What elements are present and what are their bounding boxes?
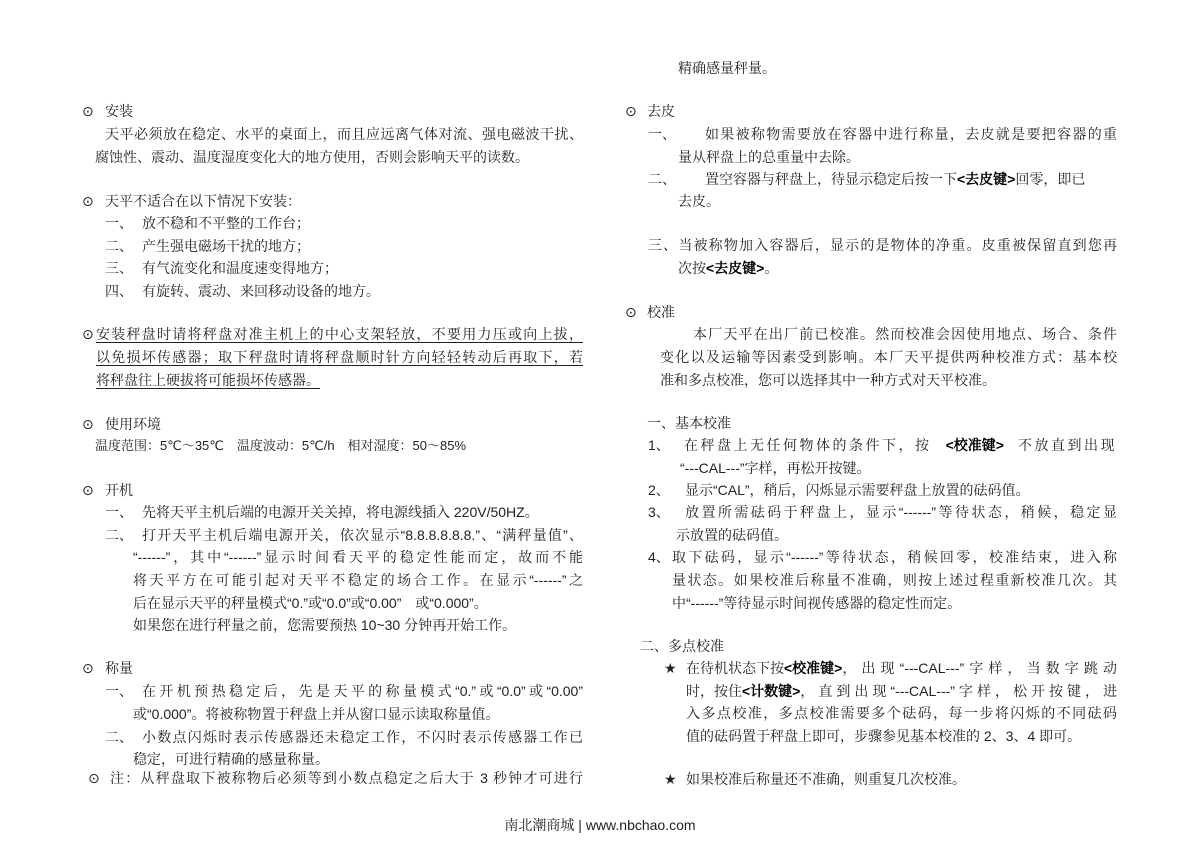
paragraph-line: 准和多点校准，您可以选择其中一种方式对天平校准。 <box>660 372 996 388</box>
text: 置空容器与秤盘上，待显示稳定后按一下 <box>705 171 957 187</box>
list-item-cont: 量从秤盘上的总重量中去除。 <box>678 149 860 165</box>
list-item-num: 三、 <box>105 260 133 276</box>
subsection-title-basic: 一、基本校准 <box>647 415 731 431</box>
list-item-num: 二、 <box>105 238 133 254</box>
text: 时，按住 <box>686 683 742 699</box>
subsection-title-multi: 二、多点校准 <box>640 638 724 654</box>
text: 次按 <box>678 260 706 276</box>
list-item: 有气流变化和温度速变得地方； <box>142 260 338 276</box>
section-bullet-icon: ⊙ <box>82 193 94 209</box>
continuation-line: 精确感量秤量。 <box>678 60 776 76</box>
step-line: 放置所需砝码于秤盘上，显示“------”等待状态，稍候，稳定显 <box>685 504 1117 520</box>
section-bullet-icon: ⊙ <box>82 660 94 676</box>
list-item: 放不稳和不平整的工作台； <box>142 215 310 231</box>
list-item-num: 一、 <box>105 215 133 231</box>
step-line: 显示“CAL”，稍后，闪烁显示需要秤盘上放置的砝码值。 <box>685 482 1030 498</box>
paragraph-line: 本厂天平在出厂前已校准。然而校准会因使用地点、场合、条件 <box>693 326 1117 342</box>
step-cont: 量状态。如果校准后称量不准确，则按上述过程重新校准几次。其 <box>672 572 1117 588</box>
environment-specs: 温度范围：5℃～35℃ 温度波动：5℃/h 相对湿度：50～85% <box>95 438 467 453</box>
step-num: 2、 <box>648 482 670 498</box>
bullet-line <box>686 659 1117 677</box>
tare-key-label: <去皮键> <box>957 171 1016 187</box>
section-bullet-icon: ⊙ <box>82 482 94 498</box>
list-item-cont: 或“0.000”。将被称物置于秤盘上并从窗口显示读取称量值。 <box>133 706 500 722</box>
text: 在待机状态下按 <box>686 660 784 676</box>
note-line: 注：从秤盘取下被称物后必须等到小数点稳定之后大于 3 秒钟才可进行 <box>110 770 583 786</box>
section-bullet-icon: ⊙ <box>82 326 94 342</box>
section-title-install: 安装 <box>105 103 133 119</box>
star-icon: ★ <box>664 771 677 787</box>
list-item-cont: 稳定，可进行精确的感量称量。 <box>133 751 329 767</box>
section-bullet-icon: ⊙ <box>88 770 100 786</box>
section-bullet-icon: ⊙ <box>82 416 94 432</box>
step-num: 1、 <box>648 437 670 453</box>
bullet-line: 入多点校准，多点校准需要多个砝码，每一步将闪烁的不同砝码 <box>686 705 1117 721</box>
warning-line: 将秤盘往上硬拔将可能损坏传感器。 <box>96 372 320 388</box>
text: 不放直到出现 <box>1017 437 1117 453</box>
step-num: 4、 <box>648 549 670 565</box>
list-item: 在开机预热稳定后，先是天平的称量模式“0.”或“0.0”或“0.00” <box>142 683 583 699</box>
list-item-num: 一、 <box>648 126 676 142</box>
calibrate-key-label: <校准键> <box>945 437 1004 453</box>
step-line: 取下砝码，显示“------”等待状态，稍候回零，校准结束，进入称 <box>672 549 1117 565</box>
list-item: 如果被称物需要放在容器中进行称量，去皮就是要把容器的重 <box>705 126 1117 142</box>
tare-key-label: <去皮键> <box>706 260 765 276</box>
step-cont: “---CAL---”字样，再松开按键。 <box>680 460 871 476</box>
text: ，出现“---CAL---”字样，当数字跳动 <box>842 660 1117 676</box>
list-item-num: 二、 <box>648 171 676 187</box>
bullet-line <box>686 682 1117 700</box>
list-item: 小数点闪烁时表示传感器还未稳定工作，不闪时表示传感器工作已 <box>142 729 583 745</box>
list-item: 打开天平主机后端电源开关，依次显示“8.8.8.8.8.8.”、“满秤量值”、 <box>142 527 583 543</box>
list-item: 先将天平主机后端的电源开关关掉，将电源线插入 220V/50HZ。 <box>142 504 539 520</box>
paragraph-line: 天平必须放在稳定、水平的桌面上，而且应远离气体对流、强电磁波干扰、 <box>105 126 583 142</box>
section-bullet-icon: ⊙ <box>625 304 637 320</box>
list-item-num: 二、 <box>105 729 133 745</box>
text: ，直到出现“---CAL---”字样，松开按键，进 <box>800 683 1117 699</box>
text: 回零，即已 <box>1015 171 1086 187</box>
footer-watermark: 南北潮商城 | www.nbchao.com <box>504 817 696 833</box>
bullet-line: 如果校准后称量还不准确，则重复几次校准。 <box>686 771 966 787</box>
list-item: 产生强电磁场干扰的地方； <box>142 238 310 254</box>
count-key-label: <计数键> <box>742 683 801 699</box>
paragraph-line: 腐蚀性、震动、温度湿度变化大的地方使用，否则会影响天平的读数。 <box>95 149 529 165</box>
section-bullet-icon: ⊙ <box>82 103 94 119</box>
warning-line: 以免损坏传感器；取下秤盘时请将秤盘顺时针方向轻轻转动后再取下，若 <box>96 349 583 365</box>
warning-line: 安装秤盘时请将秤盘对准主机上的中心支架轻放，不要用力压或向上拔， <box>96 326 583 342</box>
list-item: 有旋转、震动、来回移动设备的地方。 <box>142 283 380 299</box>
text: 在秤盘上无任何物体的条件下，按 <box>684 437 932 453</box>
star-icon: ★ <box>664 660 677 676</box>
list-item-cont: 后在显示天平的秤量模式“0.”或“0.0”或“0.00” 或“0.000”。 <box>133 595 488 611</box>
list-item-num: 二、 <box>105 527 133 543</box>
paragraph-line: 变化以及运输等因素受到影响。本厂天平提供两种校准方式：基本校 <box>660 349 1117 365</box>
list-item-num: 四、 <box>105 283 133 299</box>
step-cont: 中“------”等待显示时间视传感器的稳定性而定。 <box>672 595 962 611</box>
bullet-line: 值的砝码置于秤盘上即可，步骤参见基本校准的 2、3、4 即可。 <box>686 728 1082 744</box>
section-title-unsuitable: 天平不适合在以下情况下安装： <box>105 193 301 209</box>
step-cont: 示放置的砝码值。 <box>676 527 788 543</box>
list-item-num: 一、 <box>105 683 133 699</box>
text: 。 <box>764 260 779 276</box>
list-item: 三、当被称物加入容器后，显示的是物体的净重。皮重被保留直到您再 <box>648 237 1117 253</box>
list-item-cont: “------”，其中“------”显示时间看天平的稳定性能而定，故而不能 <box>133 549 583 565</box>
section-bullet-icon: ⊙ <box>625 103 637 119</box>
step-num: 3、 <box>648 504 670 520</box>
list-item-cont: 将天平方在可能引起对天平不稳定的场合工作。在显示“------”之 <box>133 572 583 588</box>
section-title-power-on: 开机 <box>105 482 133 498</box>
section-title-calibration: 校准 <box>647 304 675 320</box>
step-line <box>684 436 1117 454</box>
list-item <box>705 170 1085 188</box>
section-title-environment: 使用环境 <box>105 416 161 432</box>
section-title-tare: 去皮 <box>647 103 675 119</box>
list-item-num: 一、 <box>105 504 133 520</box>
list-item-cont: 如果您在进行秤量之前，您需要预热 10~30 分钟再开始工作。 <box>133 617 517 633</box>
list-item-cont <box>678 259 778 277</box>
calibrate-key-label: <校准键> <box>784 660 843 676</box>
list-item-cont: 去皮。 <box>678 193 720 209</box>
section-title-weighing: 称量 <box>105 660 133 676</box>
